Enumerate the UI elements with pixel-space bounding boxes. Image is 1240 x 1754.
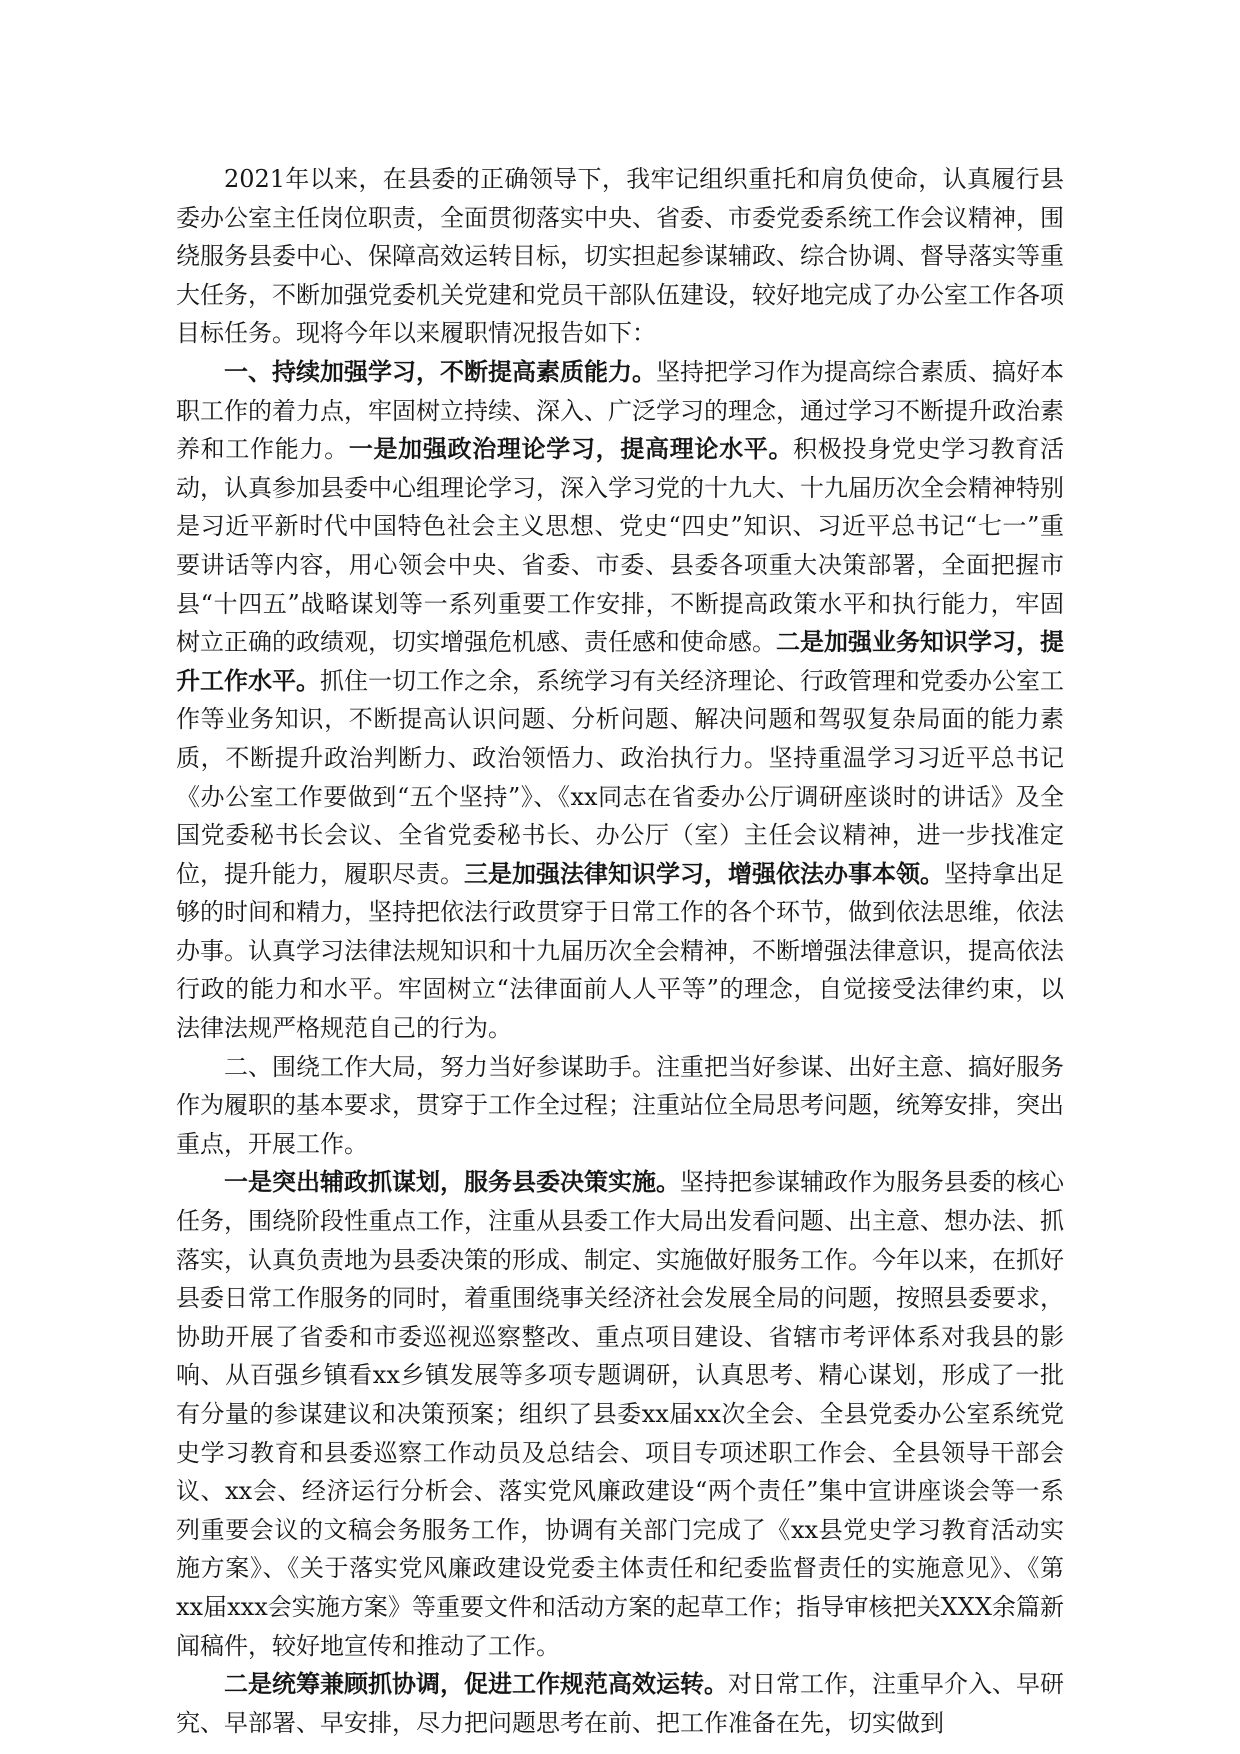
subsection-heading: 一是加强政治理论学习，提高理论水平。 — [348, 434, 794, 464]
paragraph-section-two-item-two — [176, 1665, 1064, 1742]
subsection-heading: 一是突出辅政抓谋划，服务县委决策实施。 — [224, 1167, 680, 1197]
document-body — [176, 160, 1064, 1742]
paragraph-text: 二、围绕工作大局，努力当好参谋助手。注重把当好参谋、出好主意、搞好服务作为履职的基本要求，贯穿于工作全过程；注重站位全局思考问题，统筹安排，突出重点，开展工作。 — [176, 1052, 1064, 1158]
paragraph-text: 对日常工作，注重早介入、早研究、早部署、早安排，尽力把问题思考在前、把工作准备在先，切实做到 — [176, 1670, 1064, 1737]
paragraph-text: 2021年以来，在县委的正确领导下，我牢记组织重托和肩负使命，认真履行县委办公室主任岗位职责，全面贯彻落实中央、省委、市委党委系统工作会议精神，围绕服务县委中心、保障高效运转目标，切实担起参谋辅政、综合协调、督导落实等重大任务，不断加强党委机关党建和党员干部队伍建设，较好地完成了办公室工作各项目标任务。现将今年以来履职情况报告如下： — [176, 165, 1064, 348]
subsection-heading: 三是加强法律知识学习，增强依法办事本领。 — [464, 858, 944, 888]
paragraph-text: 坚持把参谋辅政作为服务县委的核心任务，围绕阶段性重点工作，注重从县委工作大局出发看问题、出主意、想办法、抓落实，认真负责地为县委决策的形成、制定、实施做好服务工作。今年以来，在抓好县委日常工作服务的同时，着重围绕事关经济社会发展全局的问题，按照县委要求，协助开展了省委和市委巡视巡察整改、重点项目建设、省辖市考评体系对我县的影响、从百强乡镇看xx乡镇发展等多项专题调研，认真思考、精心谋划，形成了一批有分量的参谋建议和决策预案；组织了县委xx届xx次全会、全县党委办公室系统党史学习教育和县委巡察工作动员及总结会、项目专项述职工作会、全县领导干部会议、xx会、经济运行分析会、落实党风廉政建设“两个责任”集中宣讲座谈会等一系列重要会议的文稿会务服务工作，协调有关部门完成了《xx县党史学习教育活动实施方案》、《关于落实党风廉政建设党委主体责任和纪委监督责任的实施意见》、《第xx届xxx会实施方案》等重要文件和活动方案的起草工作；指导审核把关XXX余篇新闻稿件，较好地宣传和推动了工作。 — [176, 1168, 1064, 1660]
paragraph-section-one — [176, 353, 1064, 1048]
paragraph-text: 积极投身党史学习教育活动，认真参加县委中心组理论学习，深入学习党的十九大、十九届历次全会精神特别是习近平新时代中国特色社会主义思想、党史“四史”知识、习近平总书记“七一”重要讲话等内容，用心领会中央、省委、市委、县委各项重大决策部署，全面把握市县“十四五”战略谋划等一系列重要工作安排，不断提高政策水平和执行能力，牢固树立正确的政绩观，切实增强危机感、责任感和使命感。 — [176, 435, 1065, 657]
subsection-heading: 二是统筹兼顾抓协调，促进工作规范高效运转。 — [224, 1669, 728, 1699]
paragraph-text: 坚持拿出足够的时间和精力，坚持把依法行政贯穿于日常工作的各个环节，做到依法思维，依法办事。认真学习法律法规知识和十九届历次全会精神，不断增强法律意识，提高依法行政的能力和水平。牢固树立“法律面前人人平等”的理念，自觉接受法律约束，以法律法规严格规范自己的行为。 — [176, 859, 1064, 1043]
paragraph-text: 抓住一切工作之余，系统学习有关经济理论、行政管理和党委办公室工作等业务知识，不断提高认识问题、分析问题、解决问题和驾驭复杂局面的能力素质，不断提升政治判断力、政治领悟力、政治执行力。坚持重温学习习近平总书记《办公室工作要做到“五个坚持”》、《xx同志在省委办公厅调研座谈时的讲话》及全国党委秘书长会议、全省党委秘书长、办公厅（室）主任会议精神，进一步找准定位，提升能力，履职尽责。 — [176, 666, 1064, 888]
paragraph-text: 坚持把学习作为提高综合素质、搞好本职工作的着力点，牢固树立持续、深入、广泛学习的理念，通过学习不断提升政治素养和工作能力。 — [176, 357, 1064, 464]
paragraph-intro — [176, 160, 1064, 353]
section-heading: 一、持续加强学习，不断提高素质能力。 — [224, 356, 656, 386]
subsection-heading: 二是加强业务知识学习，提升工作水平。 — [176, 627, 1064, 695]
paragraph-section-two — [176, 1048, 1064, 1164]
paragraph-section-two-item-one — [176, 1163, 1064, 1665]
